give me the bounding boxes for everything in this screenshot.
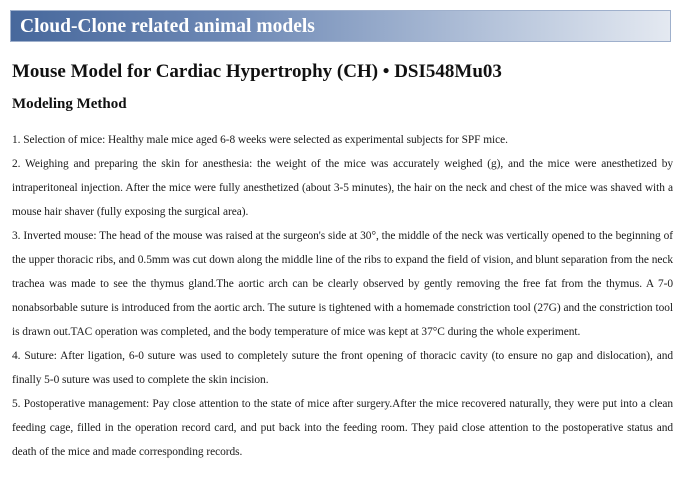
- step-paragraph: 3. Inverted mouse: The head of the mouse was raised at the surgeon's side at 30°, the middle of the neck was vertically opened to the beginning of the upper thoracic ribs, and 0.5mm was cut down along the middle line of the ribs to expand the field of vision, and blunt separation from the neck trachea was made to see the thymus gland.The aortic arch can be clearly observed by gently removing the free fat from the thymus. A 7-0 nonabsorbable suture is introduced from the aortic arch. The suture is tightened with a homemade constriction tool (27G) and the constriction tool is drawn out.TAC operation was completed, and the body temperature of mice was kept at 37°C during the whole experiment.: [12, 230, 673, 338]
- page-title: Mouse Model for Cardiac Hypertrophy (CH) • DSI548Mu03: [12, 61, 502, 82]
- banner-title: Cloud-Clone related animal models: [20, 16, 315, 37]
- modeling-steps: [12, 128, 673, 464]
- section-title: Modeling Method: [12, 96, 127, 112]
- step-paragraph: 2. Weighing and preparing the skin for anesthesia: the weight of the mice was accurately weighed (g), and the mice were anesthetized by intraperitoneal injection. After the mice were fully anesthetized (about 3-5 minutes), the hair on the neck and chest of the mice was shaved with a mouse hair shaver (fully exposing the surgical area).: [12, 158, 673, 218]
- step-paragraph: 4. Suture: After ligation, 6-0 suture was used to completely suture the front opening of thoracic cavity (to ensure no gap and dislocation), and finally 5-0 suture was used to complete the skin incision.: [12, 350, 673, 386]
- header-banner: [10, 10, 671, 42]
- step-paragraph: 1. Selection of mice: Healthy male mice aged 6-8 weeks were selected as experimental subjects for SPF mice.: [12, 134, 508, 146]
- step-paragraph: 5. Postoperative management: Pay close attention to the state of mice after surgery.After the mice recovered naturally, they were put into a clean feeding cage, filled in the operation record card, and put back into the feeding room. They paid close attention to the postoperative status and death of the mice and made corresponding records.: [12, 398, 673, 458]
